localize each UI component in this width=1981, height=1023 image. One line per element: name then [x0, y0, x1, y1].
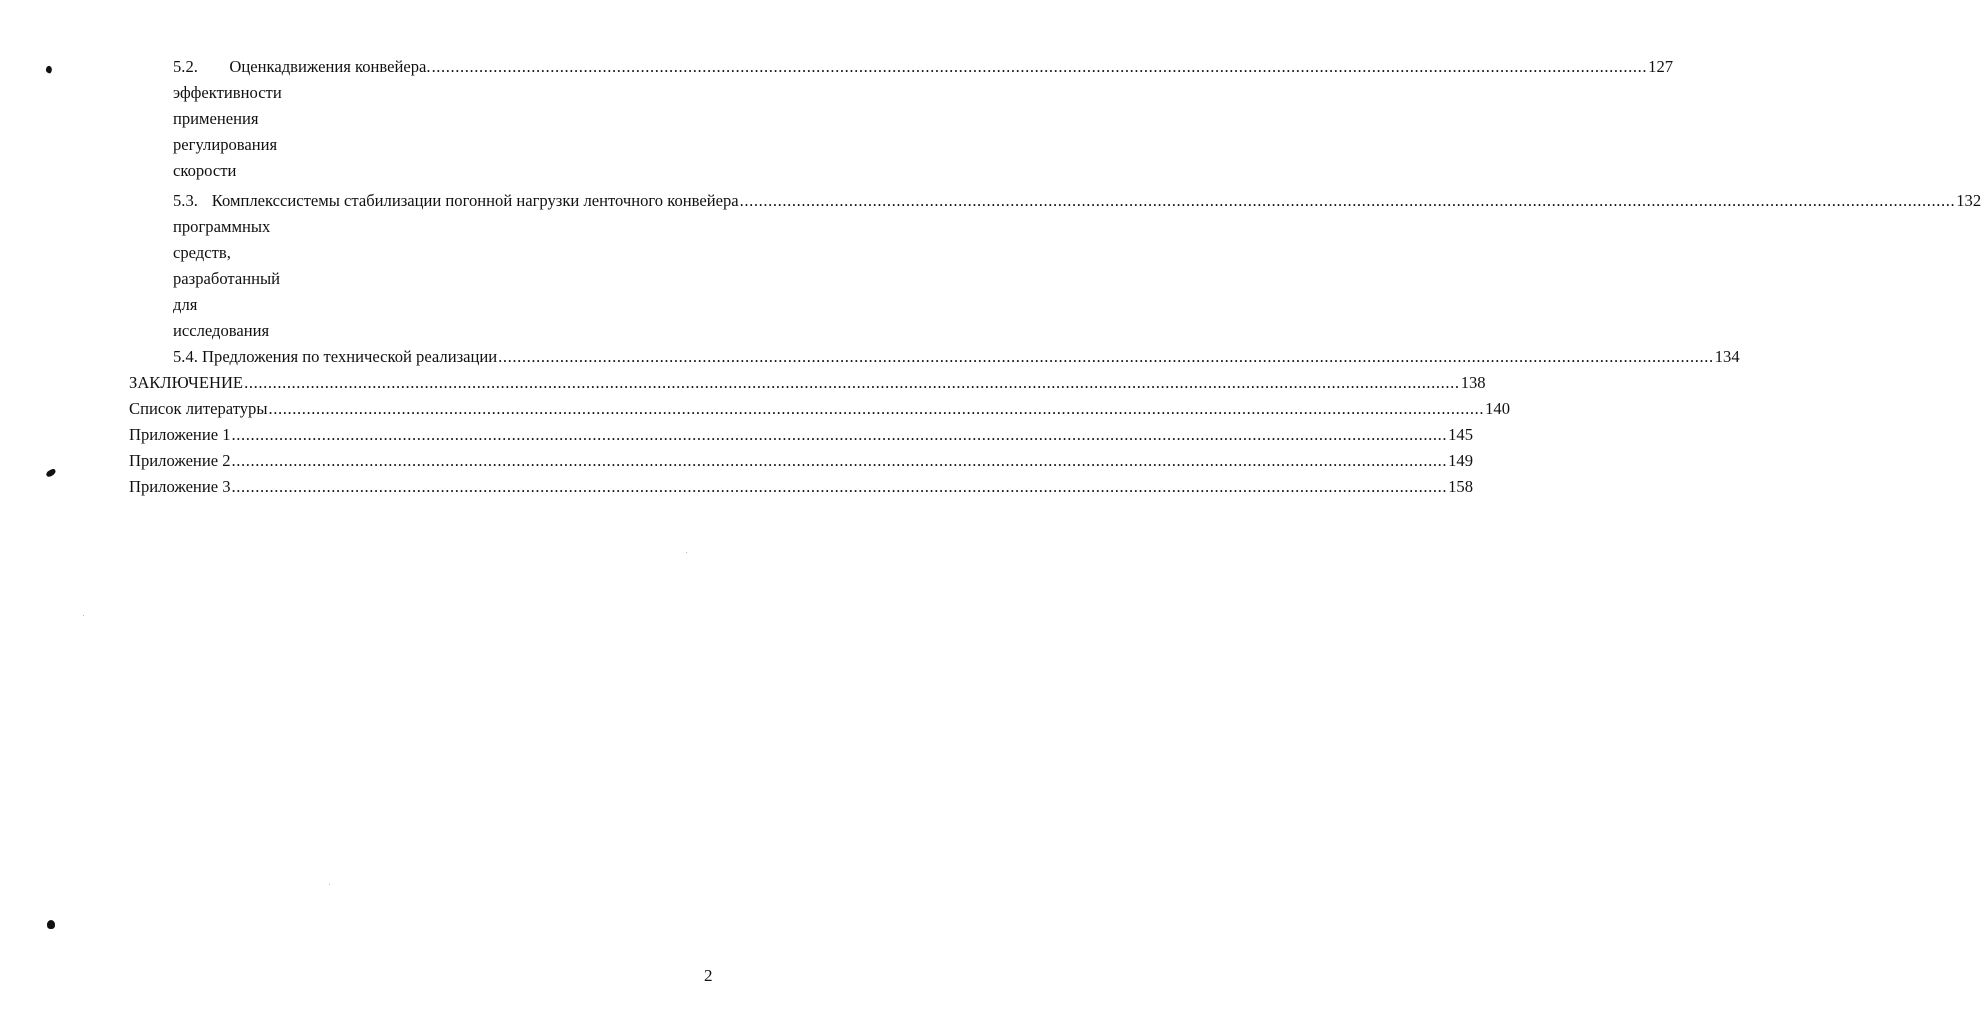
toc-entry-5-4 [129, 344, 1740, 370]
dot-leader [232, 474, 1448, 500]
scan-artifact-mark [45, 65, 53, 74]
toc-entry-title: Приложение 2 [129, 451, 231, 470]
toc-entry-appendix-3 [129, 474, 1474, 500]
toc-page-number: 138 [1460, 373, 1486, 392]
toc-page-number: 127 [1648, 57, 1674, 76]
dot-leader [232, 422, 1448, 448]
dot-leader [498, 344, 1714, 370]
toc-page-number: 158 [1448, 477, 1474, 496]
scan-speck [83, 615, 84, 616]
toc-entry-5-2 [129, 54, 1674, 184]
toc-page-number: 149 [1448, 451, 1474, 470]
dot-leader [244, 370, 1460, 396]
toc-entry-appendix-2 [129, 448, 1474, 474]
page-number: 2 [704, 966, 713, 985]
scan-speck [686, 552, 687, 553]
toc-page-number: 145 [1448, 425, 1474, 444]
scan-speck [329, 884, 330, 885]
toc-page-number: 134 [1714, 347, 1740, 366]
dot-leader [232, 448, 1448, 474]
toc-entry-title: Приложение 1 [129, 425, 231, 444]
toc-entry-title-line: 5.2. Оценка эффективности применения регулирования скорости [173, 57, 282, 180]
toc-entry-appendix-1 [129, 422, 1474, 448]
toc-entry-title-line: системы стабилизации погонной нагрузки ленточного конвейера [280, 191, 739, 210]
toc-entry-references [129, 396, 1510, 422]
dot-leader [740, 188, 1956, 214]
toc-page-number: 132 [1956, 191, 1981, 210]
toc-entry-title-line: 5.3. Комплекс программных средств, разработанный для исследования [173, 191, 281, 340]
toc-entry-title: Список литературы [129, 399, 268, 418]
table-of-contents [129, 54, 1981, 500]
toc-entry-title: Приложение 3 [129, 477, 231, 496]
toc-entry-5-3 [129, 188, 1981, 344]
dot-leader [432, 54, 1648, 80]
toc-page-number: 140 [1485, 399, 1510, 418]
toc-entry-title: 5.4. Предложения по технической реализации [173, 347, 498, 366]
toc-entry-title-line: движения конвейера. [281, 57, 431, 76]
scan-artifact-mark [45, 468, 57, 478]
scan-artifact-mark [47, 920, 55, 929]
toc-entry-title: ЗАКЛЮЧЕНИЕ [129, 373, 244, 392]
dot-leader [269, 396, 1485, 422]
toc-entry-conclusion [129, 370, 1486, 396]
